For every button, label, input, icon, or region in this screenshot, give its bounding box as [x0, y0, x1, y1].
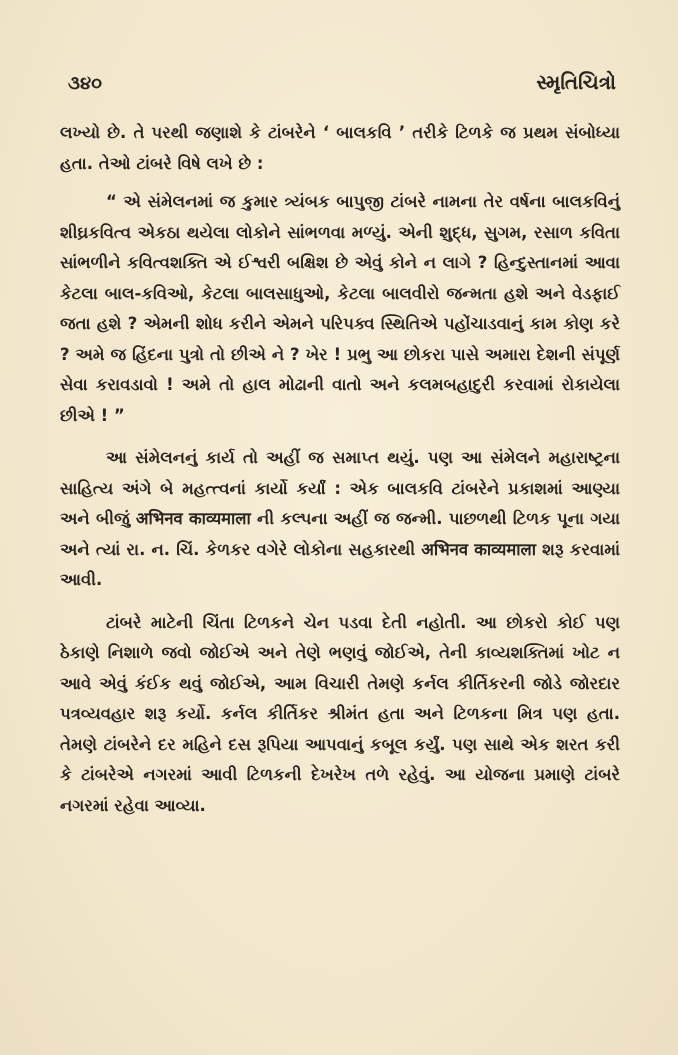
page-number: ૩૪૦: [68, 73, 102, 94]
paragraph-intro: લખ્યો છે. તે પરથી જણાશે કે ટાંબરેને ‘ બાલકવિ ’ તરીકે ટિળકે જ પ્રથમ સંબોધ્યા હતા. તેઓ ટાંબરે વિષે લખે છે :: [60, 123, 620, 173]
paragraph-sammelan: આ સંમેલનનું કાર્ય તો અહીં જ સમાપ્ત થયું. પણ આ સંમેલને મહારાષ્ટ્રના સાહિત્ય અંગે બે મહત્ત્વનાં કાર્યો કર્યાં : એક બાલકવિ ટાંબરેને પ્રકાશમાં આણ્યા અને બીજું अभिनव काव्यमाला ની કલ્પના અહીં જ જન્મી. પાછળથી ટિળક પૂના ગયા અને ત્યાં રા. ન. ચિં. કેળકર વગેરે લોકોના સહકારથી अभिनव काव्यमाला શરૂ કરવામાં આવી.: [60, 448, 620, 589]
page-header: [68, 70, 616, 94]
paragraph-quote: “ એ સંમેલનમાં જ કુમાર ત્ર્યંબક બાપુજી ટાંબરે નામના તેર વર્ષના બાલકવિનું શીઘ્રકવિત્વ એકઠા થયેલા લોકોને સાંભળવા મળ્યું. એની શુદ્ધ, સુગમ, રસાળ કવિતા સાંભળીને કવિત્વશક્તિ એ ઈશ્વરી બક્ષિશ છે એવું કોને ન લાગે ? હિન્દુસ્તાનમાં આવા કેટલા બાલ-કવિઓ, કેટલા બાલસાધુઓ, કેટલા બાલવીરો જન્મતા હશે અને વેડફાઈ જતા હશે ? એમની શોધ કરીને એમને પરિપક્વ સ્થિતિએ પહોંચાડવાનું કામ કોણ કરે ? અમે જ હિંદના પુત્રો તો છીએ ને ? ખેર ! પ્રભુ આ છોકરા પાસે અમારા દેશની સંપૂર્ણ સેવા કરાવડાવો ! અમે તો હાલ મોઢાની વાતો અને કલમબહાદુરી કરવામાં રોકાયેલા છીએ ! ”: [60, 192, 620, 425]
page-body: [60, 118, 620, 821]
running-title: સ્મૃતિચિત્રો: [536, 70, 616, 94]
paragraph-tambare: ટાંબરે માટેની ચિંતા ટિળકને ચેન પડવા દેતી નહોતી. આ છોકરો કોઈ પણ ઠેકાણે નિશાળે જવો જોઈએ અને તેણે ભણવું જોઈએ, તેની કાવ્યશક્તિમાં ખોટ ન આવે એવું કંઈક થવું જોઈએ, આમ વિચારી તેમણે કર્નલ કીર્તિકરની જોડે જોરદાર પત્રવ્યવહાર શરૂ કર્યો. કર્નલ કીર્તિકર શ્રીમંત હતા અને ટિળકના મિત્ર પણ હતા. તેમણે ટાંબરેને દર મહિને દસ રૂપિયા આપવાનું કબૂલ કર્યું. પણ સાથે એક શરત કરી કે ટાંબરેએ નગરમાં આવી ટિળકની દેખરેખ તળે રહેવું. આ યોજના પ્રમાણે ટાંબરે નગરમાં રહેવા આવ્યા.: [60, 612, 620, 815]
